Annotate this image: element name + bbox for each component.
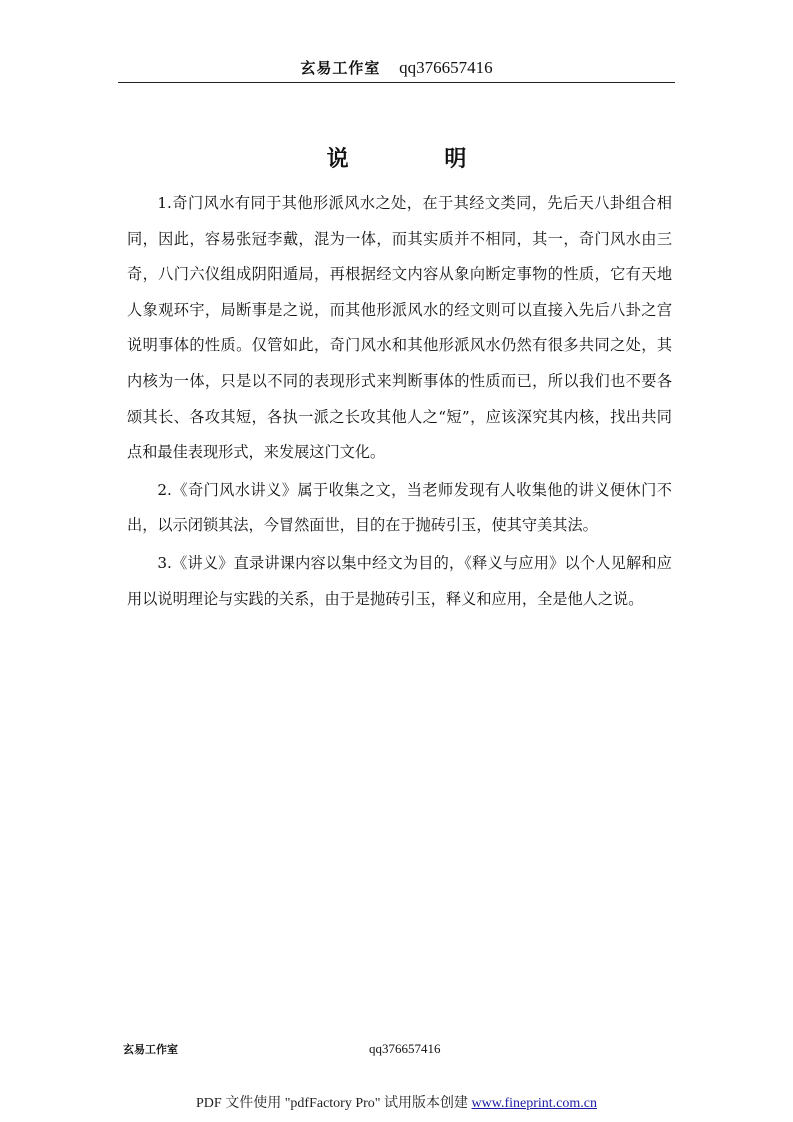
footer-qq-number: qq376657416	[369, 1041, 441, 1056]
page-footer	[0, 1041, 793, 1061]
paragraph-1: 1.奇门风水有同于其他形派风水之处，在于其经文类同，先后天八卦组合相同，因此，容易张冠李戴，混为一体，而其实质并不相同，其一，奇门风水由三奇，八门六仪组成阴阳遁局，再根据经文内容从象向断定事物的性质，它有天地人象观环宇，局断事是之说，而其他形派风水的经文则可以直接入先后八卦之宫说明事体的性质。仅管如此，奇门风水和其他形派风水仍然有很多共同之处，其内核为一体，只是以不同的表现形式来判断事体的性质而已，所以我们也不要各颂其长、各攻其短，各执一派之长攻其他人之“短”，应该深究其内核，找出共同点和最佳表现形式，来发展这门文化。	[127, 194, 672, 462]
page-title: 说 明	[326, 147, 511, 172]
pdf-notice-text: PDF 文件使用 "pdfFactory Pro" 试用版本创建	[196, 1096, 469, 1111]
document-body	[127, 186, 672, 617]
page-header	[118, 58, 675, 83]
paragraph-2: 2.《奇门风水讲义》属于收集之文，当老师发现有人收集他的讲义便休门不出，以示闭锁其法，今冒然面世，目的在于抛砖引玉，使其守美其法。	[127, 480, 672, 535]
header-studio-name: 玄易工作室	[300, 59, 381, 77]
fineprint-link[interactable]: www.fineprint.com.cn	[471, 1096, 597, 1111]
paragraph-3: 3.《讲义》直录讲课内容以集中经文为目的，《释义与应用》以个人见解和应用以说明理论与实践的关系，由于是抛砖引玉，释义和应用，全是他人之说。	[127, 553, 672, 608]
header-qq-number: qq376657416	[399, 58, 493, 77]
footer-studio-name: 玄易工作室	[123, 1043, 178, 1056]
pdf-creator-notice	[0, 1092, 793, 1112]
